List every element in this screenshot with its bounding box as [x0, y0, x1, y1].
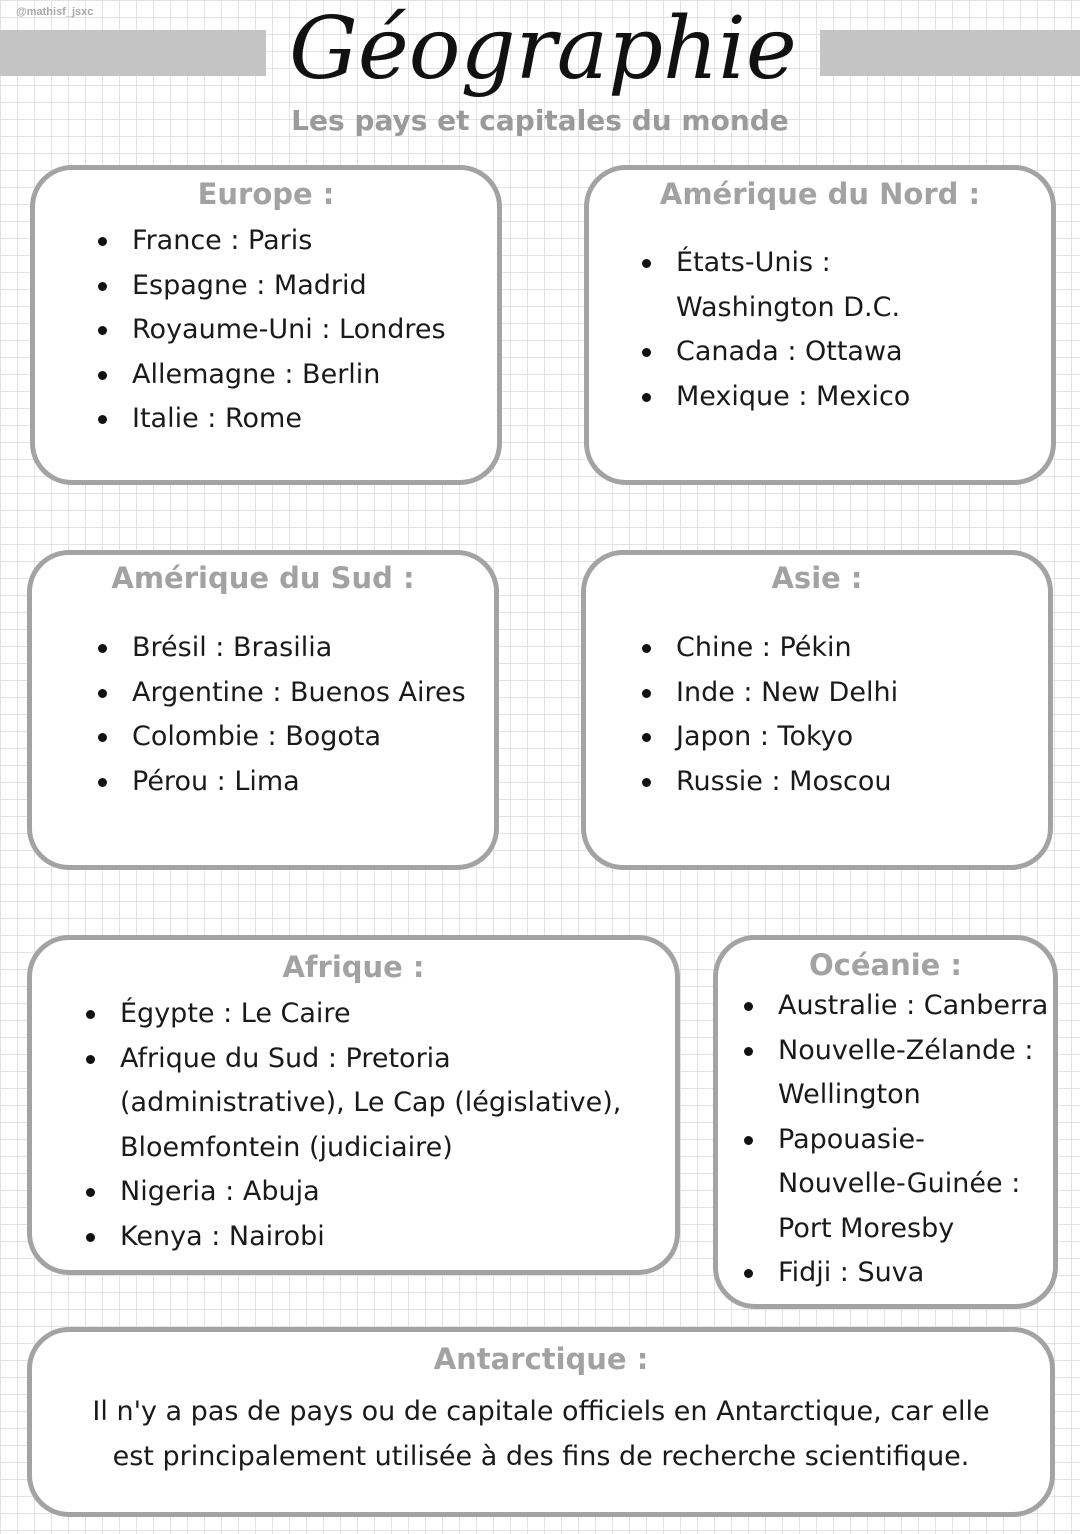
list-item: Japon : Tokyo	[636, 715, 1036, 760]
list-item: Espagne : Madrid	[92, 264, 492, 309]
title-bar-right	[820, 30, 1080, 76]
country-list-oceanie	[738, 984, 1050, 1296]
list-item: France : Paris	[92, 219, 492, 264]
section-antarctique	[27, 1327, 1055, 1517]
section-europe	[30, 165, 502, 485]
section-title-europe: Europe :	[197, 177, 335, 211]
list-item: Argentine : Buenos Aires	[92, 671, 492, 716]
list-item: Pérou : Lima	[92, 760, 492, 805]
section-title-asie: Asie :	[771, 561, 863, 595]
list-item: Papouasie-Nouvelle-Guinée : Port Moresby	[738, 1118, 1050, 1252]
section-amerique-sud	[27, 550, 499, 870]
section-afrique	[27, 935, 680, 1275]
list-item: Chine : Pékin	[636, 626, 1036, 671]
list-item: Russie : Moscou	[636, 760, 1036, 805]
section-title-afrique: Afrique :	[282, 950, 425, 984]
list-item: Canada : Ottawa	[636, 330, 996, 375]
list-item: Nigeria : Abuja	[80, 1170, 660, 1215]
section-title-antarctique: Antarctique :	[433, 1342, 649, 1376]
country-list-asie	[636, 626, 1036, 804]
section-title-amerique-sud: Amérique du Sud :	[111, 561, 415, 595]
list-item: Australie : Canberra	[738, 984, 1050, 1029]
list-item: Fidji : Suva	[738, 1251, 1050, 1296]
list-item: États-Unis : Washington D.C.	[636, 241, 996, 330]
list-item: Mexique : Mexico	[636, 375, 996, 420]
section-amerique-nord	[584, 165, 1056, 485]
list-item: Kenya : Nairobi	[80, 1215, 660, 1260]
list-item: Colombie : Bogota	[92, 715, 492, 760]
list-item: Égypte : Le Caire	[80, 992, 660, 1037]
country-list-europe	[92, 219, 492, 442]
list-item: Allemagne : Berlin	[92, 353, 492, 398]
list-item: Nouvelle-Zélande : Wellington	[738, 1029, 1050, 1118]
section-title-oceanie: Océanie :	[808, 948, 963, 982]
country-list-afrique	[80, 992, 660, 1259]
country-list-amerique-sud	[92, 626, 492, 804]
section-asie	[581, 550, 1053, 870]
watermark: @mathisf_jsxc	[16, 6, 94, 18]
list-item: Brésil : Brasilia	[92, 626, 492, 671]
list-item: Italie : Rome	[92, 397, 492, 442]
country-list-amerique-nord	[636, 241, 996, 419]
list-item: Royaume-Uni : Londres	[92, 308, 492, 353]
antarctique-text: Il n'y a pas de pays ou de capitale officiels en Antarctique, car elle est principalement utilisée à des fins de recherche scientifique.	[92, 1396, 990, 1472]
page-title: Géographie	[289, 0, 797, 99]
title-bar-left	[0, 30, 266, 76]
list-item: Inde : New Delhi	[636, 671, 1036, 716]
page-subtitle: Les pays et capitales du monde	[291, 104, 789, 137]
list-item: Afrique du Sud : Pretoria (administrative), Le Cap (législative), Bloemfontein (judiciaire)	[80, 1037, 660, 1171]
section-title-amerique-nord: Amérique du Nord :	[659, 177, 981, 211]
section-oceanie	[713, 935, 1058, 1309]
